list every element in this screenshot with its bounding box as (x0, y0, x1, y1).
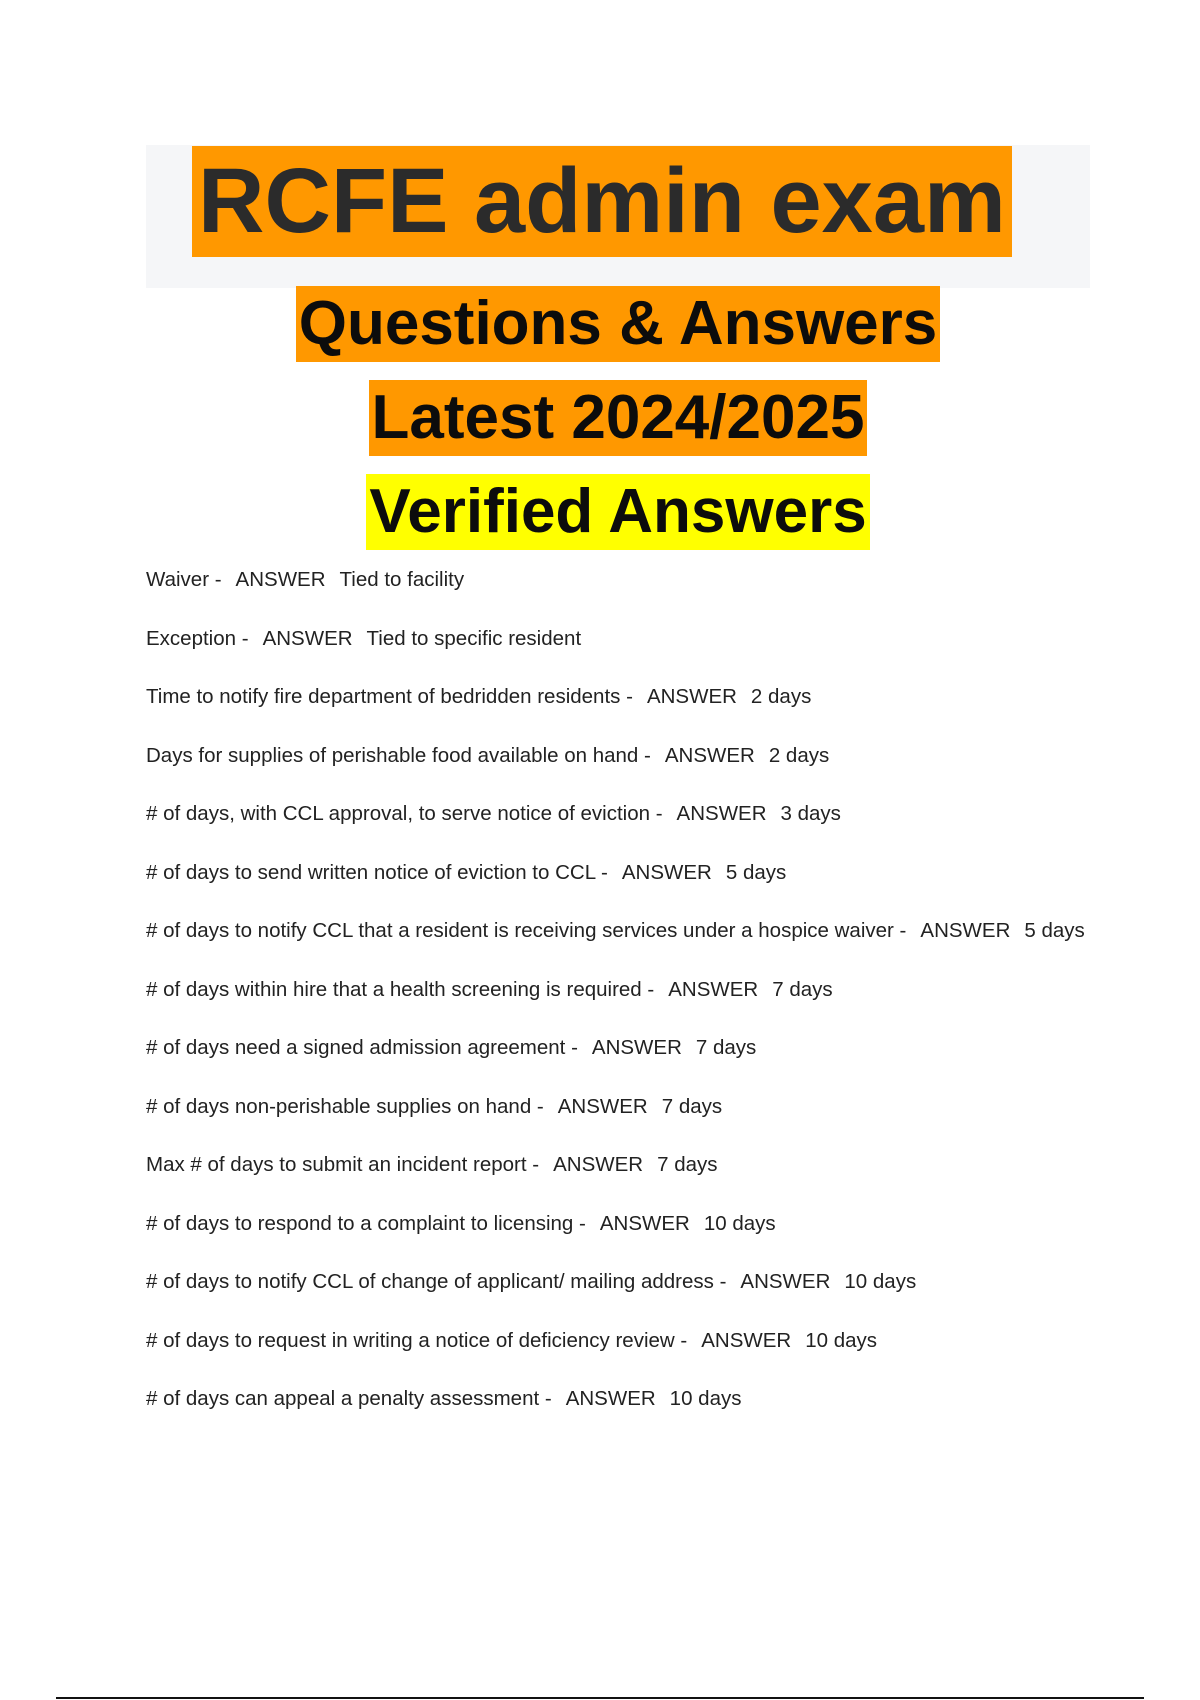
qa-item (146, 916, 1096, 946)
qa-answer-label: ANSWER (664, 743, 755, 767)
qa-item (146, 799, 1096, 829)
qa-answer: 10 days (805, 1328, 878, 1352)
qa-answer-label: ANSWER (565, 1387, 656, 1410)
qa-question: # of days can appeal a penalty assessment - (146, 1387, 552, 1410)
qa-question: Exception - (146, 626, 249, 650)
qa-question: # of days, with CCL approval, to serve notice of eviction - (146, 802, 663, 825)
qa-question: # of days to request in writing a notice of deficiency review - (146, 1328, 688, 1352)
qa-answer: 3 days (780, 802, 841, 825)
qa-question: # of days non-perishable supplies on hand - (146, 1094, 544, 1118)
qa-question: # of days to notify CCL of change of applicant/ mailing address - (146, 1270, 727, 1293)
qa-answer-label: ANSWER (599, 1211, 690, 1235)
qa-answer: 10 days (669, 1387, 742, 1410)
qa-answer-label: ANSWER (262, 626, 353, 650)
qa-item (146, 1209, 1096, 1239)
qa-answer-label: ANSWER (920, 919, 1011, 942)
qa-answer: 5 days (725, 860, 787, 884)
qa-answer-label: ANSWER (676, 802, 767, 825)
qa-list (146, 565, 1096, 1443)
qa-answer: 10 days (844, 1270, 917, 1293)
qa-item (146, 1033, 1096, 1063)
qa-question: # of days to send written notice of eviction to CCL - (146, 860, 608, 884)
qa-question: # of days need a signed admission agreement - (146, 1036, 578, 1059)
qa-answer: 2 days (750, 685, 812, 708)
qa-answer: 10 days (703, 1211, 776, 1235)
qa-answer: 7 days (695, 1036, 757, 1059)
qa-question: # of days to notify CCL that a resident is receiving services under a hospice waiver - (146, 919, 907, 942)
qa-answer-label: ANSWER (235, 568, 326, 591)
qa-answer: 7 days (661, 1094, 723, 1118)
qa-answer-label: ANSWER (701, 1328, 792, 1352)
qa-item (146, 565, 1096, 595)
qa-answer-label: ANSWER (557, 1094, 648, 1118)
qa-answer-label: ANSWER (621, 860, 712, 884)
qa-question: Days for supplies of perishable food available on hand - (146, 743, 651, 767)
document-title: RCFE admin exam (192, 146, 1012, 257)
qa-question: Max # of days to submit an incident report - (146, 1153, 540, 1176)
qa-question: # of days to respond to a complaint to licensing - (146, 1211, 586, 1235)
qa-answer-label: ANSWER (591, 1036, 682, 1059)
subtitle-line-2 (0, 380, 1200, 456)
qa-item (146, 975, 1096, 1005)
qa-question: # of days within hire that a health screening is required - (146, 977, 655, 1001)
qa-answer: 5 days (1024, 919, 1085, 942)
qa-item (146, 1150, 1096, 1180)
qa-item (146, 1267, 1096, 1297)
bottom-divider (56, 1697, 1144, 1699)
subtitle-line-1 (0, 286, 1200, 362)
qa-answer: 7 days (657, 1153, 718, 1176)
qa-answer-label: ANSWER (740, 1270, 831, 1293)
qa-answer-label: ANSWER (668, 977, 759, 1001)
qa-item (146, 741, 1096, 771)
qa-question: Waiver - (146, 568, 222, 591)
qa-item (146, 624, 1096, 654)
qa-item (146, 1384, 1096, 1414)
qa-answer: Tied to specific resident (366, 626, 582, 650)
qa-answer: Tied to facility (339, 568, 465, 591)
qa-item (146, 1092, 1096, 1122)
qa-item (146, 682, 1096, 712)
qa-question: Time to notify fire department of bedridden residents - (146, 685, 633, 708)
qa-answer-label: ANSWER (553, 1153, 644, 1176)
subtitle-verified-answers: Verified Answers (366, 474, 869, 550)
qa-item (146, 1326, 1096, 1356)
subtitle-questions-answers: Questions & Answers (296, 286, 941, 362)
subtitle-latest-year: Latest 2024/2025 (369, 380, 868, 456)
subtitle-line-3 (0, 474, 1200, 550)
qa-answer-label: ANSWER (646, 685, 737, 708)
qa-item (146, 858, 1096, 888)
qa-answer: 7 days (772, 977, 833, 1001)
qa-answer: 2 days (768, 743, 830, 767)
